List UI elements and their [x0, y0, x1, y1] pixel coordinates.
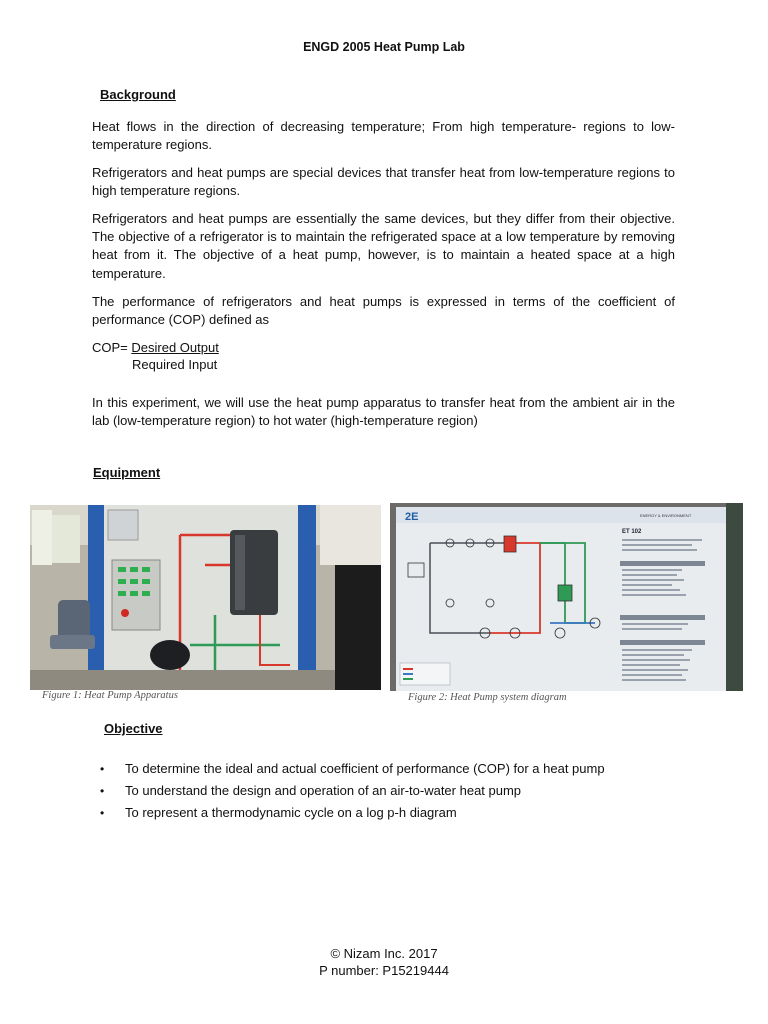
cop-prefix: COP= — [92, 340, 132, 355]
objective-heading: Objective — [104, 721, 163, 736]
objective-item — [100, 804, 605, 826]
bullet-icon: • — [100, 762, 105, 776]
footer-pnumber: P number: P15219444 — [319, 963, 449, 978]
paragraph-experiment: In this experiment, we will use the heat pump apparatus to transfer heat from the ambient air in the lab (low-temperature region) to hot water (high-temperature region) — [92, 395, 675, 429]
objective-text: To determine the ideal and actual coefficient of performance (COP) for a heat pump — [125, 761, 605, 776]
footer-copyright: © Nizam Inc. 2017 — [330, 946, 438, 961]
cop-numerator: Desired Output — [131, 340, 219, 355]
objective-text: To represent a thermodynamic cycle on a log p-h diagram — [125, 805, 457, 820]
objective-item — [100, 782, 605, 804]
figure1-caption: Figure 1: Heat Pump Apparatus — [42, 690, 178, 701]
objective-text: To understand the design and operation of an air-to-water heat pump — [125, 783, 522, 798]
heat-pump-system-diagram-photo — [390, 503, 743, 691]
diagram-model-label: ET 102 — [622, 529, 642, 535]
cop-formula — [92, 339, 219, 357]
bullet-icon: • — [100, 784, 105, 798]
diagram-header-label: ENERGY & ENVIRONMENT — [640, 513, 692, 518]
diagram-brand-logo: 2E — [405, 511, 419, 523]
equipment-heading: Equipment — [93, 465, 161, 480]
objective-item — [100, 760, 605, 782]
paragraph-cop-definition: The performance of refrigerators and heat pumps is expressed in terms of the coefficient of performance (COP) defined as — [92, 294, 675, 328]
paragraph-objective-difference: Refrigerators and heat pumps are essentially the same devices, but they differ from their objective. The objective of a refrigerator is to maintain the refrigerated space at a low temperature by removing heat from it. The objective of a heat pump, however, is to maintain a heated space at a high temperature. — [92, 211, 675, 281]
objective-list — [100, 760, 605, 826]
document-title: ENGD 2005 Heat Pump Lab — [303, 40, 465, 54]
paragraph-devices: Refrigerators and heat pumps are special devices that transfer heat from low-temperature regions to high temperature regions. — [92, 165, 675, 199]
heat-pump-apparatus-photo — [30, 505, 381, 690]
bullet-icon: • — [100, 806, 105, 820]
footer — [0, 945, 768, 979]
paragraph-heat-flow: Heat flows in the direction of decreasing temperature; From high temperature- regions to low-temperature regions. — [92, 119, 675, 153]
background-heading: Background — [100, 87, 176, 102]
cop-denominator: Required Input — [132, 357, 218, 372]
figure2-caption: Figure 2: Heat Pump system diagram — [408, 692, 567, 703]
